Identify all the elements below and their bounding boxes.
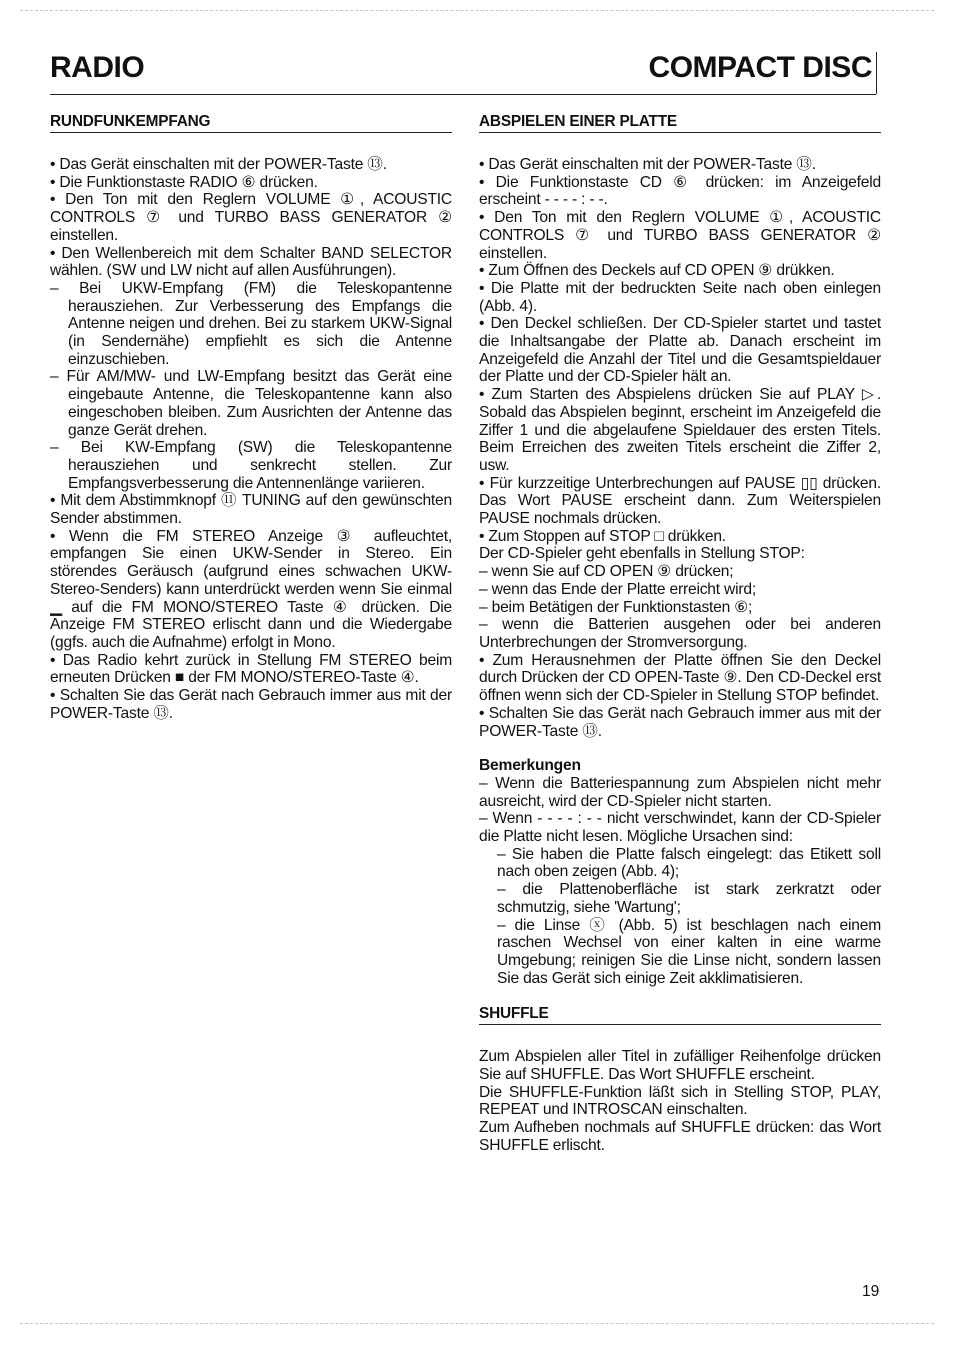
remarks-item: – Wenn die Batteriespannung zum Abspielen nicht mehr ausreicht, wird der CD-Spieler nicht starten.: [479, 774, 881, 810]
page-title-radio: RADIO: [50, 51, 145, 84]
scan-noise-bottom: [20, 1323, 934, 1324]
shuffle-paragraph: Die SHUFFLE-Funktion läßt sich in Stelling STOP, PLAY, REPEAT und INTROSCAN einschalten.: [479, 1083, 881, 1119]
cd-paragraph: • Das Gerät einschalten mit der POWER-Taste ⑬.: [479, 156, 816, 173]
radio-paragraph: • Mit dem Abstimmknopf ⑪ TUNING auf den gewünschten Sender abstimmen.: [50, 492, 452, 528]
radio-paragraph: • Das Radio kehrt zurück in Stellung FM STEREO beim erneuten Drücken ■ der FM MONO/STEREO-Taste ④.: [50, 651, 452, 687]
page-number: 19: [862, 1283, 880, 1300]
cd-paragraph: • Zum Starten des Abspielens drücken Sie auf PLAY ▷. Sobald das Abspielen beginnt, erscheint im Anzeigefeld die Ziffer 1 und die abgelaufene Spieldauer des ersten Titels. Beim Erreichen des zweiten Titels erscheint die Ziffer 2, usw.: [479, 386, 881, 474]
radio-paragraph: • Schalten Sie das Gerät nach Gebrauch immer aus mit der POWER-Taste ⑬.: [50, 687, 452, 722]
header-edge-mark: [876, 52, 877, 94]
cd-paragraph: – wenn die Batterien ausgehen oder bei anderen Unterbrechungen der Stromversorgung.: [479, 616, 881, 651]
cd-paragraph: • Den Ton mit den Reglern VOLUME ①, ACOUSTIC CONTROLS ⑦ und TURBO BASS GENERATOR ② einstellen.: [479, 209, 881, 262]
radio-paragraph: • Die Funktionstaste RADIO ⑥ drücken.: [50, 173, 318, 191]
section-heading-shuffle: SHUFFLE: [479, 1004, 881, 1025]
cd-paragraph: • Schalten Sie das Gerät nach Gebrauch immer aus mit der POWER-Taste ⑬.: [479, 704, 881, 740]
radio-paragraph: – Für AM/MW- und LW-Empfang besitzt das Gerät eine eingebaute Antenne, die Teleskopantenne kann also eingeschoben bleiben. Zum Ausrichten der Antenne das ganze Gerät drehen.: [50, 368, 452, 439]
radio-paragraph: • Das Gerät einschalten mit der POWER-Taste ⑬.: [50, 156, 387, 173]
scan-noise-top: [20, 10, 934, 11]
cd-paragraph: – wenn das Ende der Platte erreicht wird;: [479, 580, 756, 598]
cd-paragraph: • Zum Herausnehmen der Platte öffnen Sie den Deckel durch Drücken der CD OPEN-Taste ⑨. Den CD-Deckel erst öffnen wenn sich der CD-Spieler in Stellung STOP befindet.: [479, 651, 881, 705]
cd-paragraph: • Für kurzzeitige Unterbrechungen auf PAUSE ▯▯ drücken. Das Wort PAUSE erscheint dann. Zum Weiterspielen PAUSE nochmals drücken.: [479, 474, 881, 528]
remarks-item: – Wenn - - - - : - - nicht verschwindet, kann der CD-Spieler die Platte nicht lesen. Mögliche Ursachen sind:: [479, 810, 881, 846]
cd-paragraph: • Die Funktionstaste CD ⑥ drücken: im Anzeigefeld erscheint - - - - : - -.: [479, 173, 881, 209]
radio-column: [50, 112, 452, 723]
cd-paragraph: • Den Deckel schließen. Der CD-Spieler startet und tastet die Inhaltsangabe der Platte ab. Danach erscheint im Anzeigefeld die Anzahl der Titel und die Gesamtspieldauer der Platte und der CD-Spieler hält an.: [479, 315, 881, 386]
shuffle-paragraph: Zum Abspielen aller Titel in zufälliger Reihenfolge drücken Sie auf SHUFFLE. Das Wort SHUFFLE erscheint.: [479, 1048, 881, 1084]
cd-paragraph: – wenn Sie auf CD OPEN ⑨ drücken;: [479, 563, 734, 581]
section-heading-abspielen: ABSPIELEN EINER PLATTE: [479, 112, 881, 133]
page-title-compact-disc: COMPACT DISC: [648, 51, 872, 84]
section-heading-rundfunkempfang: RUNDFUNKEMPFANG: [50, 112, 452, 133]
radio-paragraph: • Den Ton mit den Reglern VOLUME ①, ACOUSTIC CONTROLS ⑦ und TURBO BASS GENERATOR ② einstellen.: [50, 191, 452, 244]
cd-paragraph: • Zum Stoppen auf STOP □ drükken.: [479, 527, 726, 545]
cd-paragraph: – beim Betätigen der Funktionstasten ⑥;: [479, 598, 753, 616]
shuffle-paragraph: Zum Aufheben nochmals auf SHUFFLE drücken: das Wort SHUFFLE erlischt.: [479, 1119, 881, 1154]
cd-column: [479, 112, 881, 1155]
header-rule: [50, 94, 876, 95]
remarks-cause: – die Plattenoberfläche ist stark zerkratzt oder schmutzig, siehe 'Wartung';: [497, 881, 881, 916]
radio-paragraph: • Wenn die FM STEREO Anzeige ③ aufleuchtet, empfangen Sie einen UKW-Sender in Stereo. Ein störendes Geräusch (aufgrund eines schwachen UKW-Stereo-Senders) kann unterdrückt werden wenn Sie einmal ▁ auf die FM MONO/STEREO Taste ④ drücken. Die Anzeige FM STEREO erlischt dann und die Wiedergabe (ggfs. auch die Aufnahme) erfolgt in Mono.: [50, 527, 452, 651]
radio-paragraph: – Bei UKW-Empfang (FM) die Teleskopantenne herausziehen. Zur Verbesserung des Empfangs die Antenne neigen und drehen. Bei zu starkem UKW-Signal (in Sendernähe) empfiehlt es sich die Antenne einzuschieben.: [50, 279, 452, 368]
radio-paragraph: • Den Wellenbereich mit dem Schalter BAND SELECTOR wählen. (SW und LW nicht auf allen Ausführungen).: [50, 244, 452, 280]
cd-paragraph: Der CD-Spieler geht ebenfalls in Stellung STOP:: [479, 545, 805, 563]
remarks-cause: – Sie haben die Platte falsch eingelegt: das Etikett soll nach oben zeigen (Abb. 4);: [497, 845, 881, 881]
remarks-cause: – die Linse ⓧ (Abb. 5) ist beschlagen nach einem raschen Wechsel von einer kalten in eine warme Umgebung; reinigen Sie die Linse nicht, sondern lassen Sie das Gerät sich einige Zeit akklimatisieren.: [497, 916, 881, 987]
radio-paragraph: – Bei KW-Empfang (SW) die Teleskopantenne herausziehen und senkrecht stellen. Zur Empfangsverbesserung die Antennenlänge variieren.: [50, 439, 452, 492]
cd-paragraph: • Die Platte mit der bedruckten Seite nach oben einlegen (Abb. 4).: [479, 279, 881, 315]
remarks-heading: Bemerkungen: [479, 757, 581, 775]
cd-paragraph: • Zum Öffnen des Deckels auf CD OPEN ⑨ drükken.: [479, 262, 835, 280]
